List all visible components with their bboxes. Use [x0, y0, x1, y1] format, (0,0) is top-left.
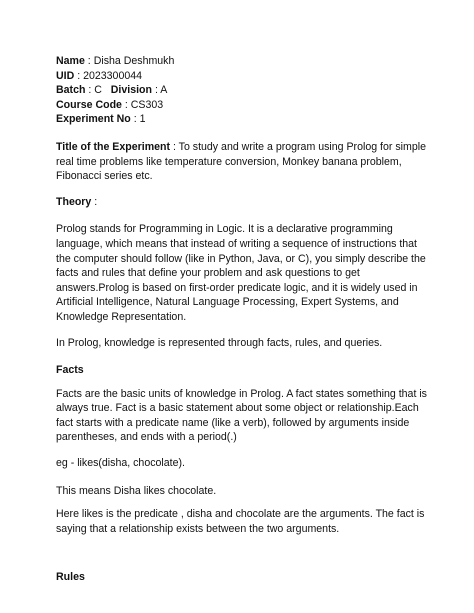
rules-heading: Rules: [56, 571, 85, 584]
facts-paragraph: Facts are the basic units of knowledge in Prolog. A fact states something that is always true. Fact is a basic statement about some object or relationship.Each fact starts with a predicate name (like a verb), followed by arguments inside parentheses, and ends with a period(.): [56, 387, 427, 444]
experiment-title-text: To study and write a program using Prolog for simple real time problems like temperature conversion, Monkey banana problem, Fibonacci series etc.: [56, 140, 426, 183]
division-value: A: [160, 84, 168, 97]
theory-heading-label: Theory: [56, 195, 92, 208]
document-content: [56, 54, 428, 585]
division-label: Division: [110, 84, 152, 97]
uid-label: UID: [56, 69, 75, 82]
facts-example: eg - likes(disha, chocolate).: [56, 457, 185, 470]
course-code-label: Course Code: [56, 98, 122, 111]
student-info-block: [56, 54, 428, 127]
batch-division-line: Batch : C Division : A: [56, 84, 168, 97]
theory-paragraph-2: In Prolog, knowledge is represented through facts, rules, and queries.: [56, 336, 383, 349]
experiment-no-label: Experiment No: [56, 113, 131, 126]
uid-line: UID : 2023300044: [56, 69, 143, 82]
batch-label: Batch: [56, 84, 86, 97]
facts-meaning: This means Disha likes chocolate.: [56, 484, 217, 497]
name-value: Disha Deshmukh: [93, 55, 175, 67]
course-code-value: CS303: [130, 98, 164, 111]
name-line: Name : Disha Deshmukh: [56, 55, 175, 67]
batch-value: C: [94, 84, 102, 97]
experiment-no-value: 1: [139, 113, 146, 126]
experiment-title: Title of the Experiment : To study and write a program using Prolog for simple real time problems like temperature conversion, Monkey banana problem, Fibonacci series etc.: [56, 140, 426, 183]
uid-value: 2023300044: [83, 69, 143, 82]
theory-paragraph-1: Prolog stands for Programming in Logic. It is a declarative programming language, which means that instead of writing a sequence of instructions that the computer should follow (like in Python, Java, or C), you simply describe the facts and rules that define your problem and ask questions to get answers.Prolog is based on first-order predicate logic, and it is widely used in Artificial Intelligence, Natural Language Processing, Expert Systems, and Knowledge Representation.: [56, 223, 426, 323]
name-label: Name: [56, 55, 85, 67]
experiment-title-label: Title of the Experiment: [56, 140, 171, 153]
experiment-no-line: Experiment No : 1: [56, 113, 146, 126]
facts-explanation: Here likes is the predicate , disha and chocolate are the arguments. The fact is saying that a relationship exists between the two arguments.: [56, 508, 425, 535]
facts-heading: Facts: [56, 364, 84, 377]
theory-heading: Theory :: [56, 195, 98, 208]
course-code-line: Course Code : CS303: [56, 98, 164, 111]
